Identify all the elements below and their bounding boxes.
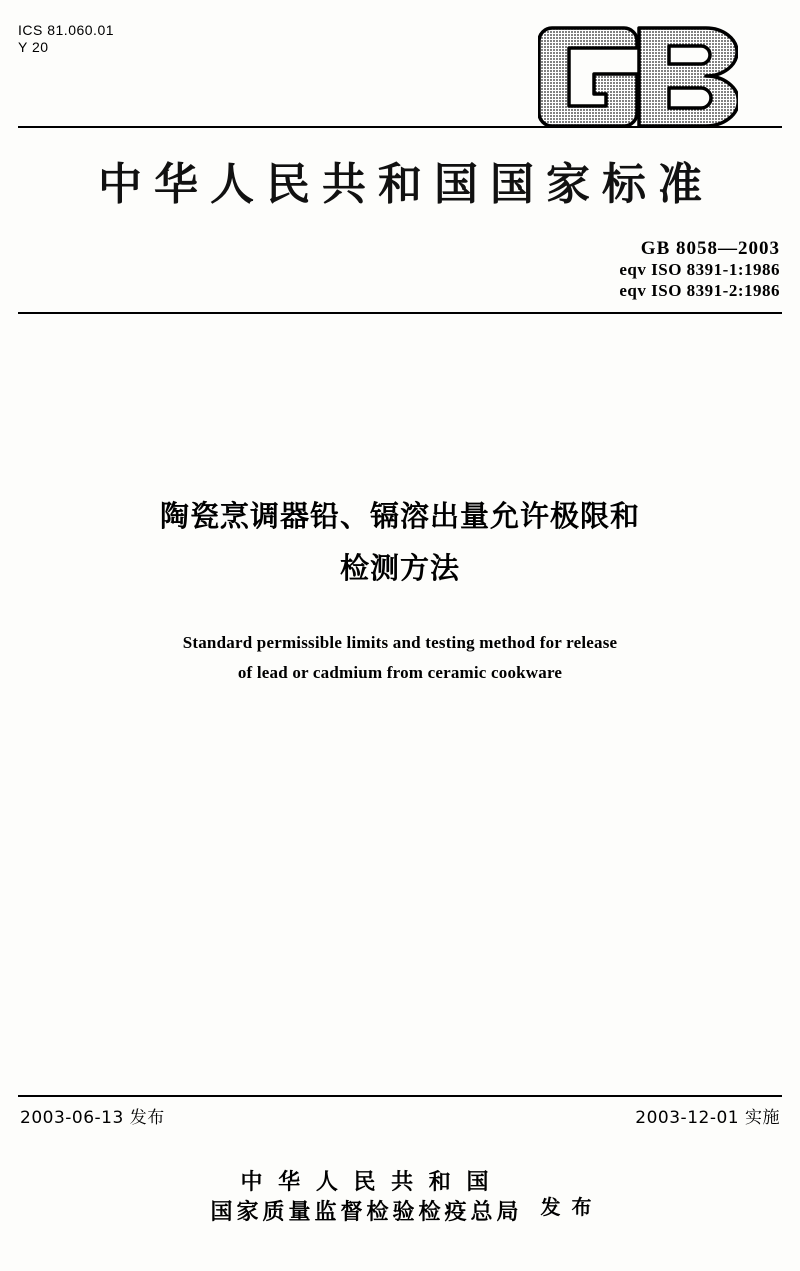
publisher-block: [0, 1168, 800, 1228]
ics-classification-block: [18, 22, 114, 56]
standard-number: GB 8058—2003: [640, 238, 780, 259]
divider-top: [18, 126, 782, 128]
document-title-zh: [60, 490, 740, 594]
equivalent-iso-1: eqv ISO 8391-1:1986: [619, 260, 780, 279]
ics-code: ICS 81.060.01: [18, 22, 115, 38]
publisher-name: [207, 1168, 523, 1228]
document-title-en: [80, 628, 720, 688]
national-standard-title: 中华人民共和国国家标准: [98, 159, 714, 210]
ics-category-code: Y 20: [18, 39, 49, 55]
standard-number-block: [619, 238, 780, 301]
document-title-zh-line1: 陶瓷烹调器铅、镉溶出量允许极限和: [159, 499, 640, 533]
effective-date: 2003-12-01 实施: [635, 1108, 780, 1128]
document-title-en-line1: Standard permissible limits and testing method for release: [182, 633, 618, 652]
publisher-name-line1: 中 华 人 民 共 和 国: [240, 1170, 493, 1195]
divider-under-header: [18, 312, 782, 314]
divider-footer: [18, 1095, 782, 1097]
document-title-zh-line2: 检测方法: [339, 551, 460, 585]
gb-logo-icon: [538, 22, 738, 132]
publisher-action-label: 发 布: [540, 1194, 594, 1219]
publisher-name-line2: 国家质量监督检验检疫总局: [210, 1200, 523, 1225]
issue-date: 2003-06-13 发布: [20, 1108, 165, 1128]
equivalent-iso-2: eqv ISO 8391-2:1986: [619, 281, 780, 300]
document-title-en-line2: of lead or cadmium from ceramic cookware: [237, 663, 563, 682]
